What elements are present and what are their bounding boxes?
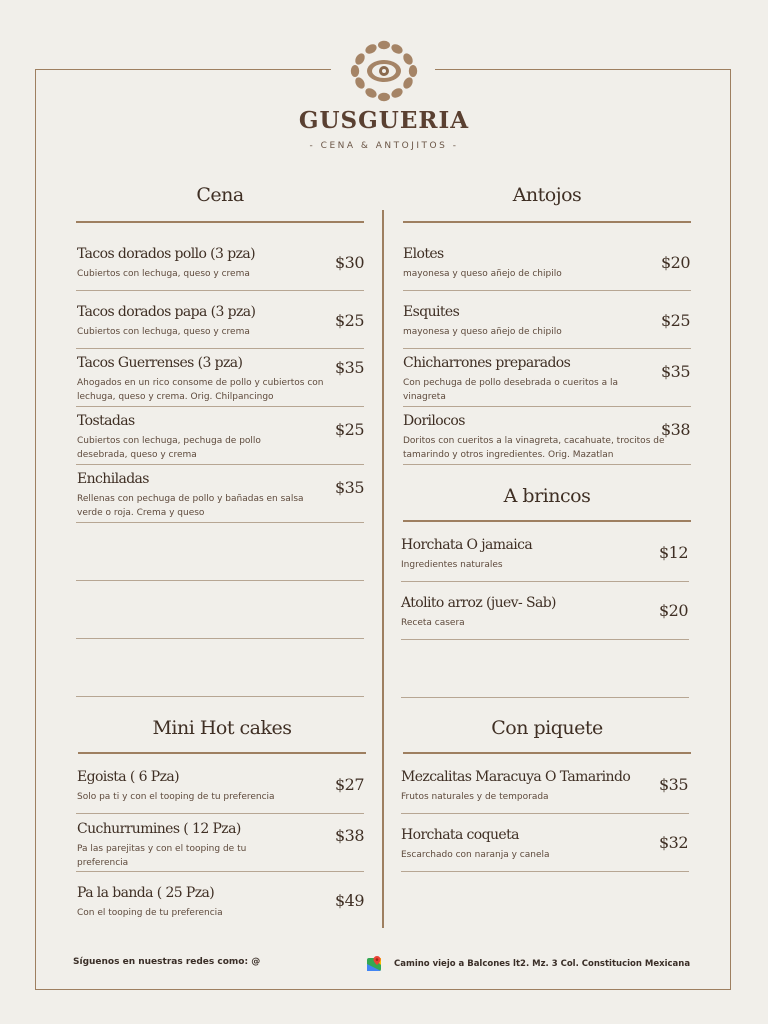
item-price: $20 [658,601,688,620]
row-rule [76,406,364,407]
item-description: Pa las parejitas y con el tooping de tu preferencia [77,844,247,868]
brand-name: GUSGUERIA [298,107,470,134]
item-name: Pa la banda ( 25 Pza) [77,885,215,901]
item-price: $12 [658,543,688,562]
item-description: Escarchado con naranja y canela [401,850,550,860]
section-title-piquete: Con piquete [491,717,603,739]
item-description: Ingredientes naturales [401,560,503,570]
map-pin-icon [367,956,383,972]
menu-item [401,769,646,804]
item-name: Elotes [403,246,444,262]
row-rule [76,522,364,523]
item-name: Cuchurrumines ( 12 Pza) [77,821,241,837]
row-rule [403,290,691,291]
menu-item [77,355,339,404]
item-description: Con el tooping de tu preferencia [77,908,223,918]
social-handle: Síguenos en nuestras redes como: @ [73,957,261,967]
item-name: Horchata coqueta [401,827,519,843]
item-description: Ahogados en un rico consome de pollo y cubiertos con lechuga, queso y crema. Orig. Chilpancingo [77,378,324,402]
item-name: Egoista ( 6 Pza) [77,769,179,785]
menu-item [401,537,641,572]
brand-tagline: - CENA & ANTOJITOS - [309,141,459,151]
menu-item [77,413,292,462]
item-name: Tacos dorados pollo (3 pza) [77,246,255,262]
menu-item [77,246,327,281]
item-price: $49 [334,891,364,910]
item-price: $25 [334,311,364,330]
menu-item [401,827,641,862]
item-price: $35 [334,358,364,377]
item-description: Frutos naturales y de temporada [401,792,549,802]
section-rule-antojos [403,221,691,223]
section-title-abrincos: A brincos [503,485,591,507]
item-name: Tacos dorados papa (3 pza) [77,304,256,320]
address-text: Camino viejo a Balcones lt2. Mz. 3 Col. Constitucion Mexicana [394,959,691,969]
item-name: Atolito arroz (juev- Sab) [401,595,556,611]
row-rule [76,580,364,581]
item-name: Tostadas [77,413,135,429]
row-rule [76,290,364,291]
section-title-antojos: Antojos [512,184,582,206]
logo-icon [346,38,422,104]
item-price: $25 [334,420,364,439]
menu-item [403,355,628,404]
section-title-cena: Cena [196,184,244,206]
item-description: Solo pa ti y con el tooping de tu preferencia [77,792,275,802]
item-price: $35 [660,362,690,381]
item-name: Tacos Guerrenses (3 pza) [77,355,243,371]
item-name: Chicharrones preparados [403,355,571,371]
item-name: Dorilocos [403,413,465,429]
item-description: Cubiertos con lechuga, queso y crema [77,269,250,279]
section-rule-hotcakes [78,752,366,754]
item-description: mayonesa y queso añejo de chipilo [403,327,562,337]
section-rule-cena [76,221,364,223]
item-name: Esquites [403,304,460,320]
item-description: Cubiertos con lechuga, pechuga de pollo desebrada, queso y crema [77,436,261,460]
item-price: $20 [660,253,690,272]
item-price: $35 [334,478,364,497]
item-description: Con pechuga de pollo desebrada o cueritos a la vinagreta [403,378,618,402]
item-description: Rellenas con pechuga de pollo y bañadas en salsa verde o roja. Crema y queso [77,494,304,518]
row-rule [401,813,689,814]
row-rule [76,638,364,639]
item-name: Horchata O jamaica [401,537,533,553]
menu-item [77,304,327,339]
row-rule [403,464,691,465]
row-rule [76,348,364,349]
item-price: $27 [334,775,364,794]
column-divider [382,210,384,928]
section-rule-piquete [403,752,691,754]
item-price: $38 [660,420,690,439]
item-price: $35 [658,775,688,794]
row-rule [76,696,364,697]
row-rule [401,871,689,872]
item-name: Mezcalitas Maracuya O Tamarindo [401,769,631,785]
item-price: $38 [334,826,364,845]
item-description: Cubiertos con lechuga, queso y crema [77,327,250,337]
row-rule [403,348,691,349]
section-rule-abrincos [403,520,691,522]
menu-item [77,769,322,804]
row-rule [76,813,364,814]
row-rule [403,406,691,407]
menu-item [403,304,643,339]
item-price: $32 [658,833,688,852]
row-rule [401,697,689,698]
row-rule [401,581,689,582]
menu-item [77,885,322,920]
item-description: Receta casera [401,618,465,628]
section-title-hotcakes: Mini Hot cakes [152,717,292,739]
row-rule [401,639,689,640]
row-rule [76,871,364,872]
item-price: $25 [660,311,690,330]
menu-item [77,471,327,520]
item-description: Doritos con cueritos a la vinagreta, cacahuate, trocitos de tamarindo y otros ingredientes. Orig. Mazatlan [403,436,665,460]
row-rule [76,464,364,465]
item-price: $30 [334,253,364,272]
menu-item [401,595,641,630]
item-description: mayonesa y queso añejo de chipilo [403,269,562,279]
menu-item [403,246,643,281]
item-name: Enchiladas [77,471,149,487]
menu-item [77,821,282,870]
